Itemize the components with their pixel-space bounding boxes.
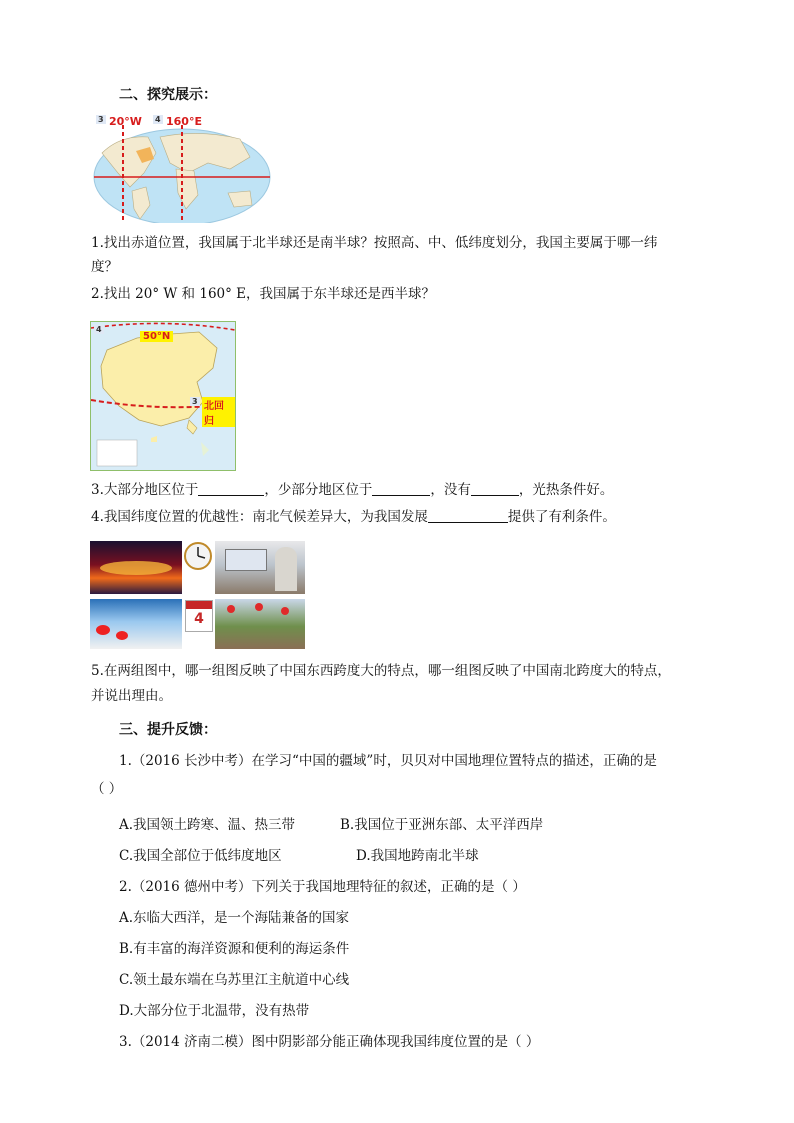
map-badge: 4 <box>155 115 161 124</box>
question-4-text: 4.我国纬度位置的优越性：南北气候差异大，为我国发展 <box>91 509 428 525</box>
section-heading-feedback: 三、提升反馈： <box>119 722 217 738</box>
exercise-2-option-b: B.有丰富的海洋资源和便利的海运条件 <box>119 941 350 957</box>
exercise-1-option-d: D.我国地跨南北半球 <box>356 848 479 864</box>
exercise-3-stem: 3.（2014 济南二模）图中阴影部分能正确体现我国纬度位置的是（ ） <box>119 1034 540 1050</box>
exercise-1-paren: （ ） <box>91 781 123 797</box>
question-3-text: ，光热条件好。 <box>518 482 614 498</box>
exercise-1-option-c: C.我国全部位于低纬度地区 <box>119 848 282 864</box>
photo-palm-street <box>215 599 305 649</box>
answer-blank[interactable] <box>428 508 508 523</box>
question-2: 2.找出 20° W 和 160° E，我国属于东半球还是西半球？ <box>91 286 436 302</box>
label-20w: 20°W <box>109 115 142 128</box>
question-3-text: 3.大部分地区位于 <box>91 482 199 498</box>
answer-blank[interactable] <box>471 481 519 496</box>
question-5-line1: 5.在两组图中，哪一组图反映了中国东西跨度大的特点，哪一组图反映了中国南北跨度大的特点， <box>91 663 671 679</box>
map-badge: 4 <box>96 325 102 334</box>
world-map-figure <box>90 113 273 223</box>
exercise-1-option-a: A.我国领土跨寒、温、热三带 <box>119 817 296 833</box>
photo-people-watching <box>215 541 305 594</box>
label-50n: 50°N <box>140 331 173 342</box>
world-map-graphic <box>90 113 273 223</box>
answer-blank[interactable] <box>372 481 430 496</box>
map-badge: 3 <box>192 397 198 406</box>
question-1-line2: 度？ <box>91 259 118 275</box>
clock-icon <box>183 541 213 571</box>
label-tropic-of-cancer: 北回归 <box>202 397 235 427</box>
exercise-1-option-b: B.我国位于亚洲东部、太平洋西岸 <box>340 817 544 833</box>
question-3-text: ，没有 <box>430 482 471 498</box>
exercise-2-stem: 2.（2016 德州中考）下列关于我国地理特征的叙述，正确的是（ ） <box>119 879 526 895</box>
label-160e: 160°E <box>166 115 202 128</box>
china-map-figure <box>90 321 236 471</box>
exercise-1-stem: 1.（2016 长沙中考）在学习“中国的疆域”时，贝贝对中国地理位置特点的描述，正确的是 <box>119 753 657 769</box>
section-heading-explore: 二、探究展示： <box>119 87 217 103</box>
exercise-2-option-d: D.大部分位于北温带，没有热带 <box>119 1003 310 1019</box>
map-badge: 3 <box>98 115 104 124</box>
china-map-graphic <box>91 322 235 470</box>
calendar-icon <box>185 600 213 632</box>
photo-snow-lanterns <box>90 599 182 649</box>
exercise-2-option-c: C.领土最东端在乌苏里江主航道中心线 <box>119 972 350 988</box>
question-4 <box>91 507 616 527</box>
answer-blank[interactable] <box>198 481 264 496</box>
question-5-line2: 并说出理由。 <box>91 688 172 704</box>
exercise-2-option-a: A.东临大西洋，是一个海陆兼备的国家 <box>119 910 350 926</box>
calendar-day: 4 <box>194 611 204 627</box>
photo-night-fireworks <box>90 541 182 594</box>
question-4-text: 提供了有利条件。 <box>507 509 616 525</box>
question-1-line1: 1.找出赤道位置，我国属于北半球还是南半球？按照高、中、低纬度划分，我国主要属于哪一纬 <box>91 235 658 251</box>
question-3 <box>91 480 613 500</box>
question-3-text: ，少部分地区位于 <box>264 482 373 498</box>
